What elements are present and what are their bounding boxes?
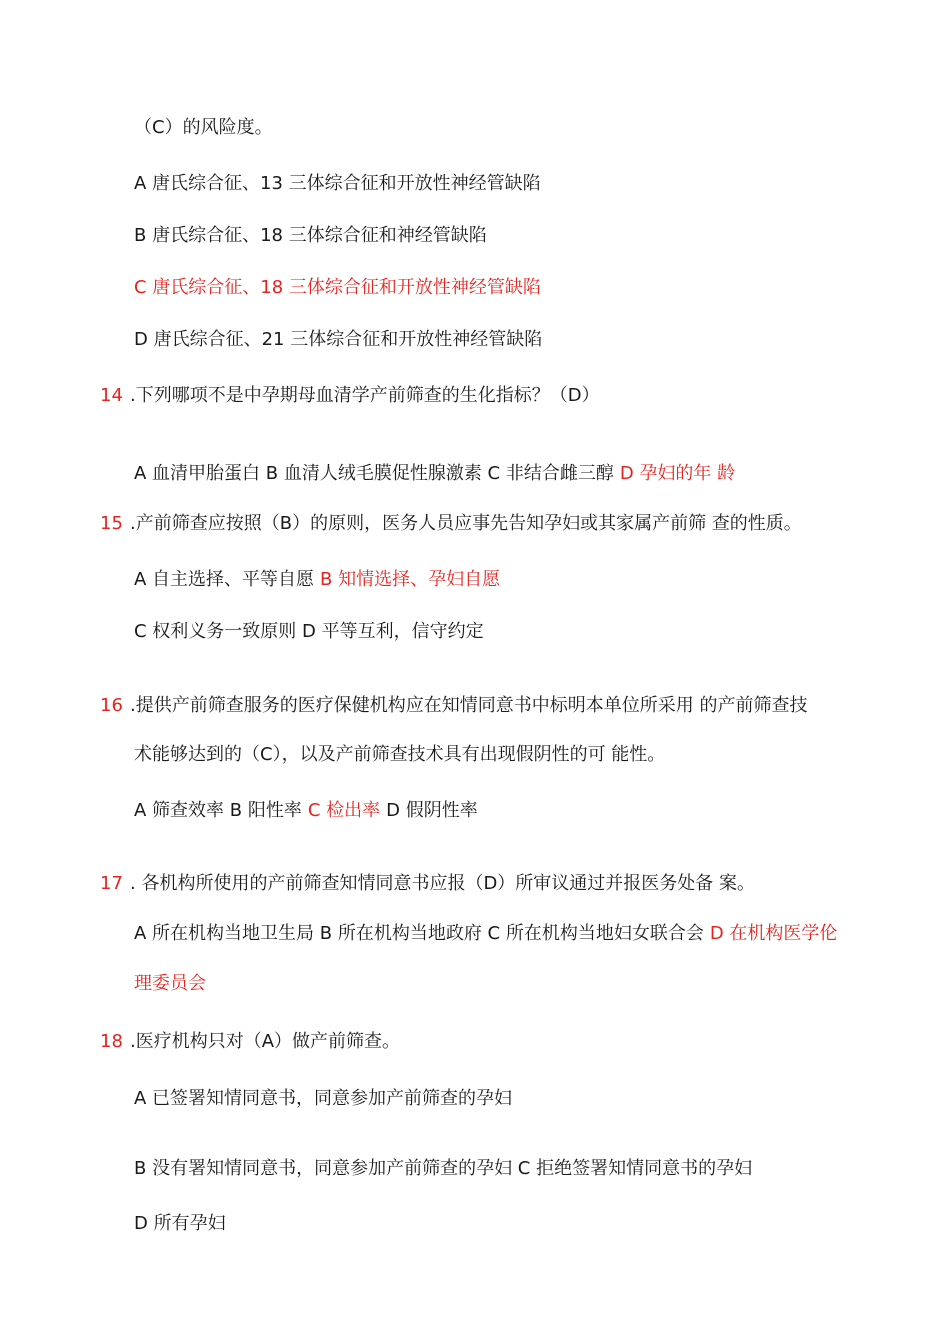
q14-options [134,462,735,486]
q18-option-a: A 已签署知情同意书，同意参加产前筛查的孕妇 [134,1088,513,1109]
q16-options [134,799,478,823]
q18-question [100,1030,400,1054]
q15-options-line1 [134,568,500,592]
q15-option-b-answer: B 知情选择、孕妇自愿 [320,569,501,590]
q15-option-a: A 自主选择、平等自愿 [134,569,315,590]
q17-options-plain: A 所在机构当地卫生局 B 所在机构当地政府 C 所在机构当地妇女联合会 [134,923,704,944]
q17-options [134,922,837,946]
q16-number: 16 [100,695,123,716]
q18-option-bc: B 没有署知情同意书，同意参加产前筛查的孕妇 C 拒绝签署知情同意书的孕妇 [134,1158,753,1179]
q17-question [100,872,755,896]
q18-stem: .医疗机构只对（A）做产前筛查。 [130,1031,401,1052]
q13-option-b: B 唐氏综合征、18 三体综合征和神经管缺陷 [134,225,487,246]
q17-option-d-answer-cont: 理委员会 [134,973,206,994]
q18-number: 18 [100,1031,123,1052]
q17-stem: . 各机构所使用的产前筛查知情同意书应报（D）所审议通过并报医务处备 案。 [130,873,756,894]
q13-option-c-answer: C 唐氏综合征、18 三体综合征和开放性神经管缺陷 [134,277,541,298]
q14-number: 14 [100,385,123,406]
q13-option-d: D 唐氏综合征、21 三体综合征和开放性神经管缺陷 [134,329,543,350]
q17-number: 17 [100,873,123,894]
q15-question [100,512,802,536]
q18-option-d: D 所有孕妇 [134,1213,226,1234]
q14-stem: .下列哪项不是中孕期母血清学产前筛查的生化指标？（D） [130,385,600,406]
q15-number: 15 [100,513,123,534]
q14-option-d-answer: D 孕妇的年 龄 [619,463,736,484]
q14-question [100,384,600,408]
q16-stem-line2: 术能够达到的（C），以及产前筛查技术具有出现假阴性的可 能性。 [134,744,666,765]
q13-stem-tail: （C）的风险度。 [134,117,273,138]
q16-options-plain-1: A 筛查效率 B 阳性率 [134,800,302,821]
q15-stem: .产前筛查应按照（B）的原则，医务人员应事先告知孕妇或其家属产前筛 查的性质。 [130,513,802,534]
q15-options-line2: C 权利义务一致原则 D 平等互利，信守约定 [134,621,484,642]
q16-options-plain-2: D 假阴性率 [386,800,478,821]
q16-stem-line1: .提供产前筛查服务的医疗保健机构应在知情同意书中标明本单位所采用 的产前筛查技 [130,695,808,716]
q13-option-a: A 唐氏综合征、13 三体综合征和开放性神经管缺陷 [134,173,541,194]
q17-option-d-answer: D 在机构医学伦 [709,923,838,944]
q16-question [100,694,807,718]
q14-options-plain: A 血清甲胎蛋白 B 血清人绒毛膜促性腺激素 C 非结合雌三醇 [134,463,614,484]
q16-option-c-answer: C 检出率 [307,800,381,821]
